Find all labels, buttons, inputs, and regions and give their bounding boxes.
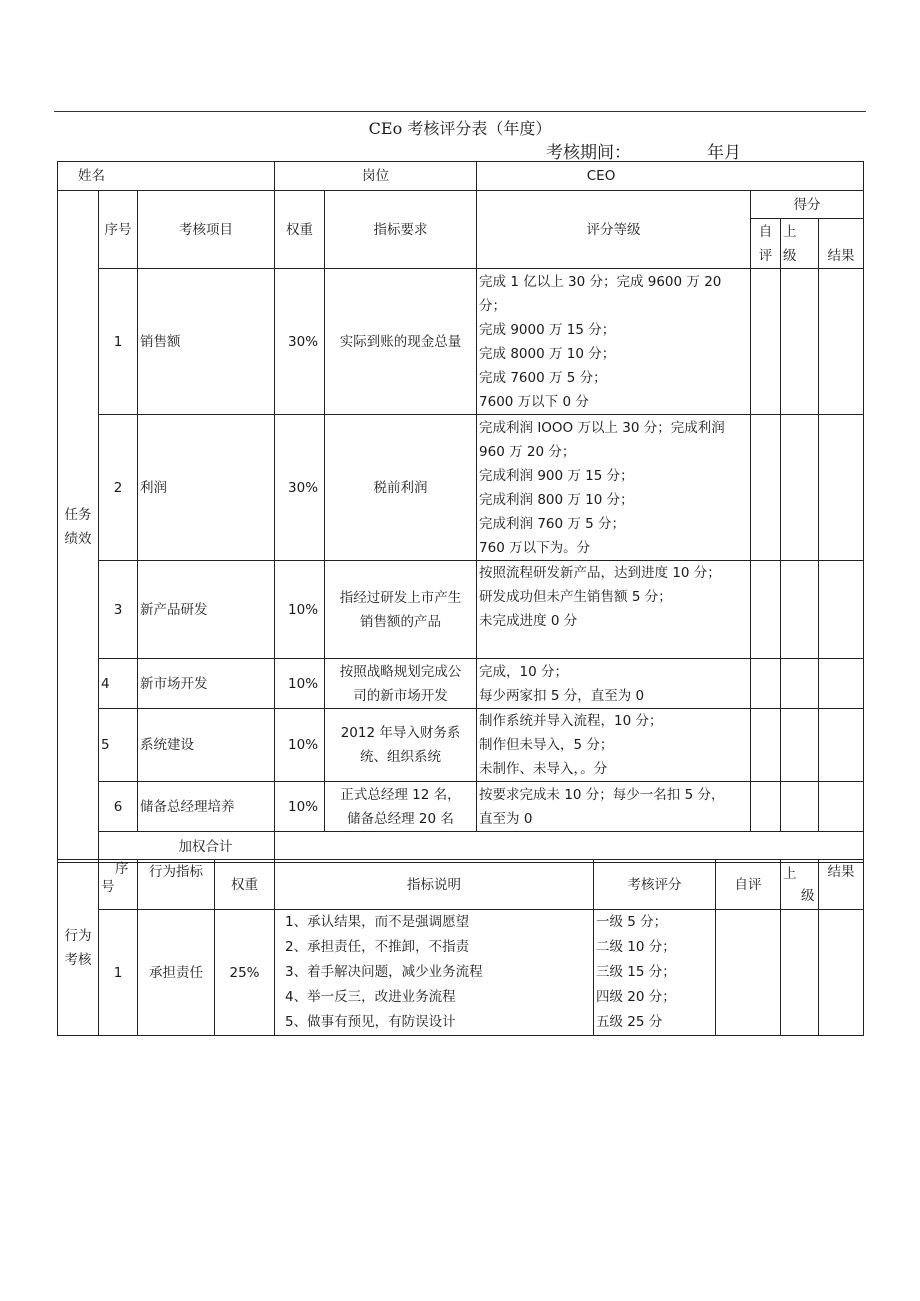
position-value: CEO (477, 162, 864, 191)
row5-grade-line: 制作但未导入，5 分； (479, 737, 614, 753)
row1-grade-line: 完成 9000 万 15 分； (479, 321, 616, 338)
b-row1-self-score[interactable] (716, 910, 781, 1036)
row5-grade (477, 709, 751, 782)
b-seq-header-line1: 序 (115, 861, 129, 877)
row6-self-score[interactable] (751, 782, 781, 832)
self-eval-header (751, 219, 781, 269)
row2-item: 利润 (138, 415, 275, 561)
self-eval-header-line1: 自 (758, 223, 773, 240)
b-row1-rating (594, 910, 716, 1036)
row6-item: 储备总经理培养 (138, 782, 275, 832)
row6-result[interactable] (819, 782, 864, 832)
b-desc-line: 2、承担责任，不推卸，不指责 (285, 939, 470, 955)
row2-grade (477, 415, 751, 561)
b-row1-result[interactable] (819, 910, 864, 1036)
b-row1-indicator: 承担责任 (138, 910, 215, 1036)
table-row (58, 910, 864, 1036)
row1-grade-line: 7600 万以下 0 分 (479, 393, 589, 410)
row5-superior-score[interactable] (781, 709, 819, 782)
row1-self-score[interactable] (751, 269, 781, 415)
b-result-header: 结果 (819, 860, 864, 910)
row1-result[interactable] (819, 269, 864, 415)
b-rating-line: 三级 15 分； (596, 964, 676, 980)
b-rating-line: 一级 5 分； (596, 914, 668, 930)
row3-seq: 3 (99, 561, 138, 659)
row5-weight: 10% (275, 709, 325, 782)
table-row (58, 659, 864, 709)
row3-requirement (325, 561, 477, 659)
row2-grade-line: 完成利润 800 万 10 分； (479, 491, 634, 508)
row2-self-score[interactable] (751, 415, 781, 561)
table-row (58, 782, 864, 832)
b-weight-header: 权重 (215, 860, 275, 910)
assessment-period (546, 138, 741, 163)
row5-item: 系统建设 (138, 709, 275, 782)
row2-requirement (325, 415, 477, 561)
b-desc-line: 1、承认结果，而不是强调愿望 (285, 914, 470, 930)
row4-requirement (325, 659, 477, 709)
weighted-total-row (58, 832, 864, 863)
row4-seq: 4 (99, 659, 138, 709)
row2-grade-line: 完成利润 900 万 15 分； (479, 467, 634, 484)
table-row (58, 709, 864, 782)
row4-grade-line: 每少两家扣 5 分，直至为 0 (479, 687, 645, 704)
row3-grade-line: 按照流程研发新产品，达到进度 10 分； (479, 565, 721, 581)
row4-item: 新市场开发 (138, 659, 275, 709)
b-superior-header-line2: 级 (801, 887, 815, 904)
row4-result[interactable] (819, 659, 864, 709)
row6-grade-line: 按要求完成未 10 分；每少一名扣 5 分， (479, 786, 725, 803)
top-rule (54, 111, 866, 112)
row4-superior-score[interactable] (781, 659, 819, 709)
row6-grade-line: 直至为 0 (479, 810, 533, 827)
period-label: 考核期间： (546, 143, 631, 163)
task-section-label (58, 191, 99, 863)
behavior-assessment-table (57, 859, 864, 1036)
row3-grade-line: 研发成功但未产生销售额 5 分； (479, 589, 672, 605)
b-superior-header (781, 860, 819, 910)
row1-grade (477, 269, 751, 415)
row4-req-line: 司的新市场开发 (353, 687, 448, 704)
row1-weight: 30% (275, 269, 325, 415)
score-header: 得分 (751, 191, 864, 219)
row5-requirement (325, 709, 477, 782)
row3-req-line: 指经过研发上市产生 (339, 589, 462, 606)
b-row1-weight: 25% (215, 910, 275, 1036)
row5-self-score[interactable] (751, 709, 781, 782)
superior-header (781, 219, 819, 269)
row2-grade-line: 760 万以下为。分 (479, 539, 591, 556)
seq-header: 序号 (99, 191, 138, 269)
row1-grade-line: 分； (479, 297, 507, 314)
b-indicator-header: 行为指标 (138, 860, 215, 910)
item-header: 考核项目 (138, 191, 275, 269)
row3-grade-line: 未完成进度 0 分 (479, 613, 578, 629)
row5-result[interactable] (819, 709, 864, 782)
table-row (58, 415, 864, 561)
row1-grade-line: 完成 1 亿以上 30 分；完成 9600 万 20 (479, 273, 722, 290)
row6-req-line: 储备总经理 20 名 (347, 810, 454, 827)
row5-req-line: 2012 年导入财务系 (340, 725, 461, 741)
b-rating-line: 五级 25 分 (596, 1014, 663, 1030)
row2-grade-line: 完成利润 IOOO 万以上 30 分；完成利润 (479, 419, 725, 436)
row6-req-line: 正式总经理 12 名， (340, 786, 461, 803)
b-seq-header-line2: 号 (101, 879, 115, 895)
b-superior-header-line1: 上 (783, 865, 797, 882)
behavior-section-label (58, 860, 99, 1036)
b-desc-line: 5、做事有预见，有防误设计 (285, 1014, 456, 1030)
superior-header-line2: 级 (783, 247, 797, 264)
b-row1-description (275, 910, 594, 1036)
b-rating-line: 二级 10 分； (596, 939, 676, 955)
b-seq-header (99, 860, 138, 910)
b-desc-line: 3、着手解决问题，减少业务流程 (285, 964, 483, 980)
row5-req-line: 统、组织系统 (360, 749, 442, 765)
b-row1-seq: 1 (99, 910, 138, 1036)
row5-grade-line: 制作系统并导入流程，10 分； (479, 713, 663, 729)
b-description-header: 指标说明 (275, 860, 594, 910)
row3-superior-score[interactable] (781, 561, 819, 659)
b-rating-header: 考核评分 (594, 860, 716, 910)
period-value: 年月 (707, 143, 741, 163)
row1-item: 销售额 (138, 269, 275, 415)
requirement-header: 指标要求 (325, 191, 477, 269)
row3-grade (477, 561, 751, 659)
name-label: 姓名 (58, 162, 275, 191)
b-self-header: 自评 (716, 860, 781, 910)
b-desc-line: 4、举一反三，改进业务流程 (285, 989, 456, 1005)
row6-grade (477, 782, 751, 832)
row4-self-score[interactable] (751, 659, 781, 709)
row6-superior-score[interactable] (781, 782, 819, 832)
page-title: CEo 考核评分表（年度） (368, 119, 552, 138)
row1-grade-line: 完成 7600 万 5 分； (479, 369, 607, 386)
row3-self-score[interactable] (751, 561, 781, 659)
row6-requirement (325, 782, 477, 832)
superior-header-line1: 上 (783, 223, 797, 240)
b-rating-line: 四级 20 分； (596, 989, 676, 1005)
b-row1-superior-score[interactable] (781, 910, 819, 1036)
row1-grade-line: 完成 8000 万 10 分； (479, 345, 616, 362)
row1-seq: 1 (99, 269, 138, 415)
row3-item: 新产品研发 (138, 561, 275, 659)
task-section-text: 任务绩效 (64, 506, 92, 547)
behavior-section-text: 行为考核 (64, 927, 92, 968)
row5-seq: 5 (99, 709, 138, 782)
weighted-total-label: 加权合计 (99, 832, 275, 863)
result-header: 结果 (819, 219, 864, 269)
row2-result[interactable] (819, 415, 864, 561)
row2-weight: 30% (275, 415, 325, 561)
row3-req-line: 销售额的产品 (360, 613, 442, 630)
row4-grade-line: 完成，10 分； (479, 663, 569, 680)
row4-grade (477, 659, 751, 709)
self-eval-header-line2: 评 (758, 247, 773, 264)
weighted-total-value[interactable] (275, 832, 864, 863)
row2-superior-score[interactable] (781, 415, 819, 561)
row2-grade-line: 完成利润 760 万 5 分； (479, 515, 626, 532)
row3-result[interactable] (819, 561, 864, 659)
row2-seq: 2 (99, 415, 138, 561)
row4-weight: 10% (275, 659, 325, 709)
table-row (58, 269, 864, 415)
grade-header: 评分等级 (477, 191, 751, 269)
row6-weight: 10% (275, 782, 325, 832)
row2-grade-line: 960 万 20 分； (479, 443, 576, 460)
position-label: 岗位 (275, 162, 477, 191)
row1-req-line: 实际到账的现金总量 (339, 333, 462, 350)
task-performance-table (57, 161, 864, 863)
row4-req-line: 按照战略规划完成公 (339, 663, 462, 680)
row5-grade-line: 未制作、未导入，。分 (479, 761, 608, 777)
row1-requirement (325, 269, 477, 415)
weight-header: 权重 (275, 191, 325, 269)
row3-weight: 10% (275, 561, 325, 659)
row2-req-line: 税前利润 (373, 479, 428, 496)
row1-superior-score[interactable] (781, 269, 819, 415)
table-row (58, 561, 864, 659)
row6-seq: 6 (99, 782, 138, 832)
